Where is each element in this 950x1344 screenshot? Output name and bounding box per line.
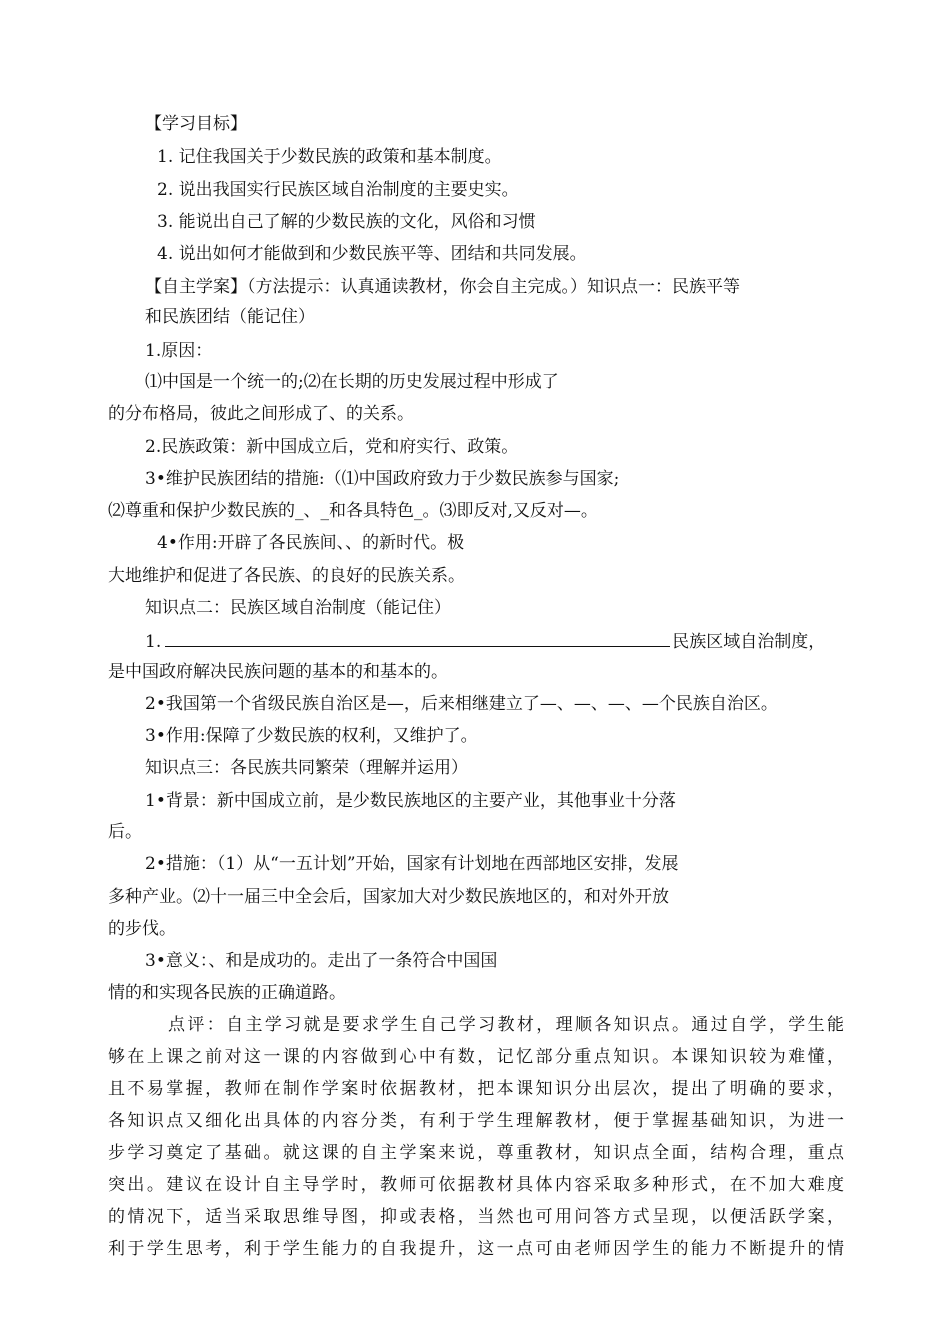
kp2-item1-prefix: 1. bbox=[145, 632, 162, 652]
kp3-measures-line: 多种产业。⑵十一届三中全会后，国家加大对少数民族地区的，和对外开放 bbox=[108, 887, 669, 907]
self-study-heading: 【自主学案】（方法提示：认真通读教材，你会自主完成。）知识点一：民族平等 bbox=[145, 277, 740, 297]
kp3-measures-line: 2•措施：（1）从“一五计划”开始，国家有计划地在西部地区安排，发展 bbox=[145, 854, 679, 874]
kp1-reason-title: 1.原因： bbox=[145, 341, 213, 361]
objective-item: 3. 能说出自己了解的少数民族的文化，风俗和习惯 bbox=[157, 212, 536, 232]
comment-line: 点评：自主学习就是要求学生自己学习教材，理顺各知识点。通过自学，学生能 bbox=[168, 1015, 844, 1035]
comment-line: 且不易掌握，教师在制作学案时依据教材，把本课知识分出层次，提出了明确的要求， bbox=[108, 1079, 844, 1099]
objective-item: 4. 说出如何才能做到和少数民族平等、团结和共同发展。 bbox=[157, 244, 587, 264]
kp2-item1-suffix: 民族区域自治制度， bbox=[672, 632, 826, 652]
kp2-title: 知识点二：民族区域自治制度（能记住） bbox=[145, 598, 451, 618]
comment-line: 突出。建议在设计自主导学时，教师可依据教材具体内容采取多种形式，在不加大难度 bbox=[108, 1175, 844, 1195]
kp2-item1-cont: 是中国政府解决民族问题的基本的和基本的。 bbox=[108, 662, 448, 682]
kp2-item3: 3•作用:保障了少数民族的权利，又维护了。 bbox=[145, 726, 478, 746]
comment-line: 的情况下，适当采取思维导图，抑或表格，当然也可用问答方式呈现，以便活跃学案， bbox=[108, 1207, 844, 1227]
kp1-effect-line: 大地维护和促进了各民族、的良好的民族关系。 bbox=[108, 566, 465, 586]
kp3-background-line: 1•背景：新中国成立前，是少数民族地区的主要产业，其他事业十分落 bbox=[145, 791, 676, 811]
comment-line: 利于学生思考，利于学生能力的自我提升，这一点可由老师因学生的能力不断提升的情 bbox=[108, 1239, 844, 1259]
kp2-item1 bbox=[145, 628, 825, 654]
kp3-title: 知识点三：各民族共同繁荣（理解并运用） bbox=[145, 758, 468, 778]
objective-item: 2. 说出我国实行民族区域自治制度的主要史实。 bbox=[157, 180, 519, 200]
comment-line: 够在上课之前对这一课的内容做到心中有数，记忆部分重点知识。本课知识较为难懂， bbox=[108, 1047, 844, 1067]
self-study-heading-cont: 和民族团结（能记住） bbox=[145, 307, 315, 327]
kp3-meaning-line: 情的和实现各民族的正确道路。 bbox=[108, 983, 346, 1003]
objectives-heading: 【学习目标】 bbox=[145, 114, 247, 134]
kp2-item2: 2•我国第一个省级民族自治区是—，后来相继建立了—、—、—、—个民族自治区。 bbox=[145, 694, 778, 714]
kp1-reason-line: ⑴中国是一个统一的;⑵在长期的历史发展过程中形成了 bbox=[145, 372, 559, 392]
kp1-reason-line: 的分布格局，彼此之间形成了、的关系。 bbox=[108, 404, 414, 424]
fill-blank-line bbox=[165, 628, 670, 647]
kp3-background-line: 后。 bbox=[108, 822, 142, 842]
kp1-measures-line: 3•维护民族团结的措施:（⑴中国政府致力于少数民族参与国家; bbox=[145, 469, 620, 489]
kp3-meaning-line: 3•意义：、和是成功的。走出了一条符合中国国 bbox=[145, 951, 498, 971]
kp1-effect-line: 4•作用:开辟了各民族间、、的新时代。极 bbox=[157, 533, 465, 553]
kp1-policy: 2.民族政策：新中国成立后，党和府实行、政策。 bbox=[145, 437, 519, 457]
objective-item: 1. 记住我国关于少数民族的政策和基本制度。 bbox=[157, 147, 502, 167]
comment-line: 各知识点又细化出具体的内容分类，有利于学生理解教材，便于掌握基础知识，为进一 bbox=[108, 1111, 844, 1131]
kp1-measures-line: ⑵尊重和保护少数民族的_、_和各具特色_。⑶即反对,又反对—。 bbox=[108, 501, 598, 521]
comment-line: 步学习奠定了基础。就这课的自主学案来说，尊重教材，知识点全面，结构合理，重点 bbox=[108, 1143, 844, 1163]
kp3-measures-line: 的步伐。 bbox=[108, 919, 176, 939]
